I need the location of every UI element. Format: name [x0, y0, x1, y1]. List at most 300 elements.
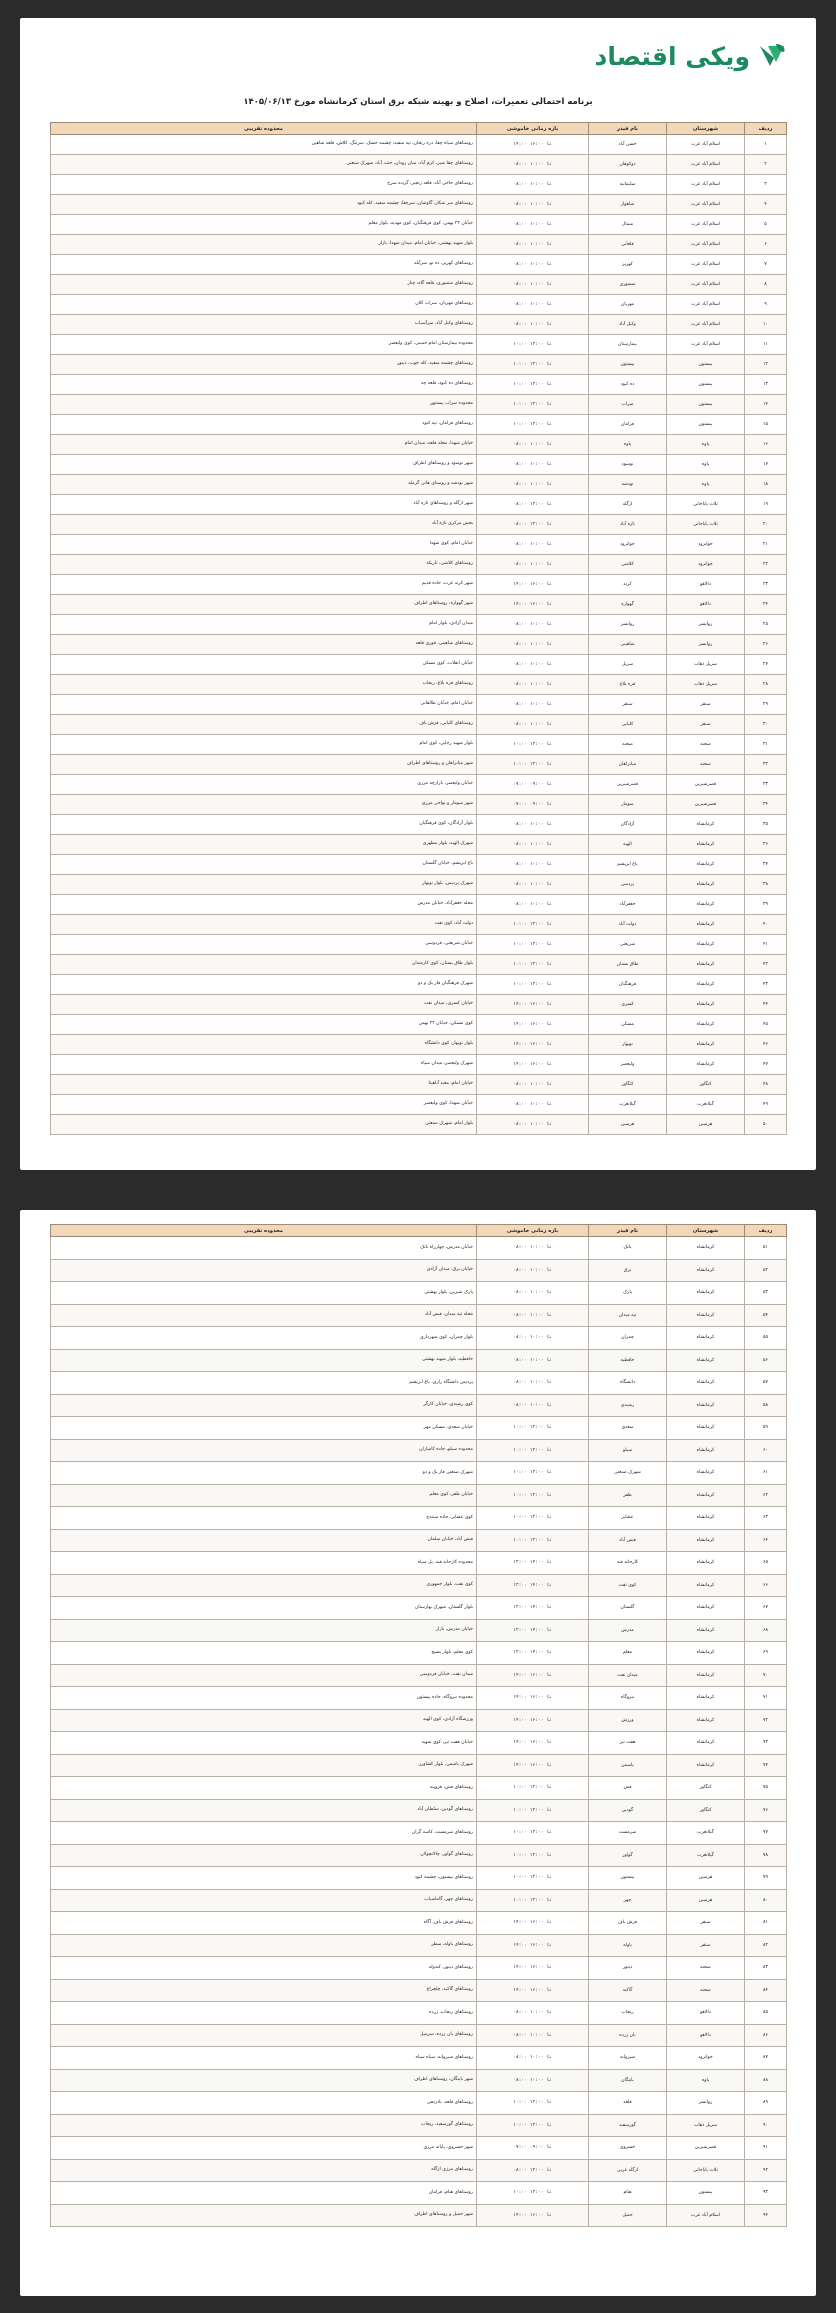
cell-time: ۰۸:۰۰ تا ۱۰:۰۰: [477, 1259, 589, 1282]
cell-time: ۱۴:۰۰ تا ۱۶:۰۰: [477, 1709, 589, 1732]
cell-area: روستاهای ده کبود، قلعه ‌چه: [51, 375, 477, 395]
cell-feeder: بان ‌زرده: [589, 2024, 667, 2047]
cell-row-number: ۷۴: [745, 1754, 787, 1777]
cell-time: ۰۸:۰۰ تا ۱۰:۰۰: [477, 295, 589, 315]
cell-area: روستاهای قره ‌بلاغ، ریجاب: [51, 675, 477, 695]
cell-city: صحنه: [667, 1957, 745, 1980]
cell-row-number: ۲۵: [745, 615, 787, 635]
cell-area: روستاهای بیستون، چشمه ‌کبود: [51, 1867, 477, 1890]
cell-area: شهرک الهیه، بلوار مطهری: [51, 835, 477, 855]
cell-city: صحنه: [667, 1979, 745, 2002]
table-row: [51, 235, 787, 255]
cell-area: خیابان انقلاب، کوی مسکن: [51, 655, 477, 675]
cell-city: جوانرود: [667, 535, 745, 555]
cell-feeder: کلاشی: [589, 555, 667, 575]
brand-logo: [595, 36, 788, 76]
cell-row-number: ۳۲: [745, 755, 787, 775]
cell-feeder: شاهینی: [589, 635, 667, 655]
cell-area: کوی عشایر، جاده ‌سنندج: [51, 1507, 477, 1530]
cell-feeder: پردیس: [589, 875, 667, 895]
cell-feeder: نوبهار: [589, 1035, 667, 1055]
cell-area: روستاهای بان ‌زرده، سرمیل: [51, 2024, 477, 2047]
cell-city: صحنه: [667, 735, 745, 755]
cell-area: شهر نودشه و روستای هانی ‌گرمله: [51, 475, 477, 495]
cell-time: ۱۴:۰۰ تا ۱۶:۰۰: [477, 1015, 589, 1035]
cell-row-number: ۷۱: [745, 1687, 787, 1710]
table-row: [51, 175, 787, 195]
cell-row-number: ۳۹: [745, 895, 787, 915]
header-city: شهرستان: [667, 123, 745, 135]
cell-row-number: ۸۰: [745, 1889, 787, 1912]
cell-row-number: ۶۵: [745, 1552, 787, 1575]
cell-feeder: فرش ‌باف: [589, 1912, 667, 1935]
table-row: [51, 1282, 787, 1305]
cell-area: خیابان ولیعصر، بازارچه مرزی: [51, 775, 477, 795]
cell-time: ۱۰:۰۰ تا ۱۲:۰۰: [477, 1889, 589, 1912]
cell-city: روانسر: [667, 2092, 745, 2115]
cell-area: خیابان هفت ‌تیر، کوی شهید: [51, 1732, 477, 1755]
cell-row-number: ۴۹: [745, 1095, 787, 1115]
cell-feeder: گواور: [589, 1844, 667, 1867]
cell-city: پاوه: [667, 435, 745, 455]
table-row: [51, 315, 787, 335]
cell-feeder: باینگان: [589, 2069, 667, 2092]
cell-city: کرمانشاه: [667, 1327, 745, 1350]
cell-time: ۱۲:۰۰ تا ۱۴:۰۰: [477, 1597, 589, 1620]
cell-time: ۰۸:۰۰ تا ۱۰:۰۰: [477, 1095, 589, 1115]
cell-time: ۰۸:۰۰ تا ۱۰:۰۰: [477, 1075, 589, 1095]
cell-city: بیستون: [667, 355, 745, 375]
table-row: [51, 1237, 787, 1260]
cell-city: اسلام آباد غرب: [667, 295, 745, 315]
cell-feeder: بیستون: [589, 355, 667, 375]
cell-feeder: سلیمانیه: [589, 175, 667, 195]
cell-city: کرمانشاه: [667, 1462, 745, 1485]
cell-feeder: خسروی: [589, 2137, 667, 2160]
cell-city: کرمانشاه: [667, 1035, 745, 1055]
cell-area: باغ ابریشم، خیابان گلستان: [51, 855, 477, 875]
cell-row-number: ۴۲: [745, 955, 787, 975]
cell-feeder: بانک: [589, 1237, 667, 1260]
cell-row-number: ۳۳: [745, 775, 787, 795]
cell-area: محدوده کارخانه قند، پل ‌سیاه: [51, 1552, 477, 1575]
cell-time: ۰۸:۰۰ تا ۱۰:۰۰: [477, 835, 589, 855]
cell-city: کرمانشاه: [667, 1597, 745, 1620]
cell-row-number: ۲۰: [745, 515, 787, 535]
table-row: [51, 1327, 787, 1350]
cell-row-number: ۳۱: [745, 735, 787, 755]
cell-city: اسلام آباد غرب: [667, 275, 745, 295]
cell-row-number: ۴۱: [745, 935, 787, 955]
cell-row-number: ۲۸: [745, 675, 787, 695]
cell-feeder: کارخانه قند: [589, 1552, 667, 1575]
cell-city: دالاهو: [667, 575, 745, 595]
cell-time: ۰۸:۰۰ تا ۱۰:۰۰: [477, 435, 589, 455]
cell-time: ۱۰:۰۰ تا ۱۲:۰۰: [477, 2092, 589, 2115]
cell-feeder: پاوه: [589, 435, 667, 455]
table-row: [51, 1349, 787, 1372]
cell-area: بخش مرکزی تازه ‌آباد: [51, 515, 477, 535]
cell-row-number: ۳۰: [745, 715, 787, 735]
table-row: [51, 1687, 787, 1710]
cell-feeder: آزادگان: [589, 815, 667, 835]
table-row: [51, 1889, 787, 1912]
cell-row-number: ۵۶: [745, 1349, 787, 1372]
table-row: [51, 1597, 787, 1620]
cell-feeder: کرند: [589, 575, 667, 595]
cell-time: ۱۰:۰۰ تا ۱۲:۰۰: [477, 1799, 589, 1822]
cell-feeder: طاق ‌بستان: [589, 955, 667, 975]
cell-row-number: ۸۹: [745, 2092, 787, 2115]
cell-city: کرمانشاه: [667, 1304, 745, 1327]
cell-row-number: ۴۰: [745, 915, 787, 935]
cell-feeder: روانسر: [589, 615, 667, 635]
cell-area: خیابان امام، معبد آناهیتا: [51, 1075, 477, 1095]
table-row: [51, 955, 787, 975]
cell-row-number: ۱۰: [745, 315, 787, 335]
cell-area: ورزشگاه آزادی، کوی الهیه: [51, 1709, 477, 1732]
cell-city: کرمانشاه: [667, 1709, 745, 1732]
cell-row-number: ۶۱: [745, 1462, 787, 1485]
cell-row-number: ۴۴: [745, 995, 787, 1015]
cell-time: ۰۸:۰۰ تا ۱۰:۰۰: [477, 675, 589, 695]
cell-row-number: ۶۶: [745, 1574, 787, 1597]
table-row: [51, 355, 787, 375]
table-row: [51, 775, 787, 795]
cell-time: ۱۰:۰۰ تا ۱۲:۰۰: [477, 1462, 589, 1485]
cell-row-number: ۴۵: [745, 1015, 787, 1035]
cell-area: شهر ازگله و روستاهای تازه ‌آباد: [51, 495, 477, 515]
cell-row-number: ۱۴: [745, 395, 787, 415]
cell-feeder: عشایر: [589, 1507, 667, 1530]
cell-time: ۰۸:۰۰ تا ۱۰:۰۰: [477, 895, 589, 915]
cell-time: ۱۰:۰۰ تا ۱۲:۰۰: [477, 975, 589, 995]
table-header-row: [51, 123, 787, 135]
cell-row-number: ۱: [745, 135, 787, 155]
cell-row-number: ۸۷: [745, 2047, 787, 2070]
cell-row-number: ۵۱: [745, 1237, 787, 1260]
cell-row-number: ۵۷: [745, 1372, 787, 1395]
cell-time: ۰۸:۰۰ تا ۱۲:۰۰: [477, 515, 589, 535]
cell-feeder: گورسفید: [589, 2114, 667, 2137]
table-row: [51, 1619, 787, 1642]
table-row: [51, 855, 787, 875]
cell-city: اسلام آباد غرب: [667, 195, 745, 215]
cell-area: شهر گهواره، روستاهای اطراف: [51, 595, 477, 615]
cell-row-number: ۹۳: [745, 2182, 787, 2205]
table-row: [51, 435, 787, 455]
cell-city: کرمانشاه: [667, 1349, 745, 1372]
cell-row-number: ۵۹: [745, 1417, 787, 1440]
table-row: [51, 1259, 787, 1282]
cell-feeder: ازگله: [589, 495, 667, 515]
cell-city: اسلام آباد غرب: [667, 235, 745, 255]
cell-city: کرمانشاه: [667, 1237, 745, 1260]
cell-feeder: کلیایی: [589, 715, 667, 735]
cell-city: پاوه: [667, 2069, 745, 2092]
cell-time: ۱۰:۰۰ تا ۱۲:۰۰: [477, 935, 589, 955]
cell-row-number: ۱۲: [745, 355, 787, 375]
cell-row-number: ۶۷: [745, 1597, 787, 1620]
cell-feeder: ریجاب: [589, 2002, 667, 2025]
table-row: [51, 815, 787, 835]
cell-area: روستاهای چهر، گاماسیاب: [51, 1889, 477, 1912]
cell-feeder: وکیل آباد: [589, 315, 667, 335]
cell-feeder: شیروانه: [589, 2047, 667, 2070]
cell-city: اسلام آباد غرب: [667, 2204, 745, 2227]
cell-row-number: ۲۲: [745, 555, 787, 575]
cell-time: ۰۸:۰۰ تا ۱۰:۰۰: [477, 1237, 589, 1260]
cell-feeder: مهربان: [589, 295, 667, 315]
cell-time: ۰۸:۰۰ تا ۱۰:۰۰: [477, 1115, 589, 1135]
cell-area: روستاهای کلیایی، فرش ‌باف: [51, 715, 477, 735]
cell-time: ۰۸:۰۰ تا ۱۰:۰۰: [477, 535, 589, 555]
table-row: [51, 475, 787, 495]
cell-city: کرمانشاه: [667, 1642, 745, 1665]
cell-city: ثلاث باباجانی: [667, 515, 745, 535]
cell-time: ۱۰:۰۰ تا ۱۲:۰۰: [477, 735, 589, 755]
table-row: [51, 795, 787, 815]
cell-time: ۱۰:۰۰ تا ۱۲:۰۰: [477, 1529, 589, 1552]
cell-time: ۱۴:۰۰ تا ۱۶:۰۰: [477, 135, 589, 155]
cell-time: ۱۴:۰۰ تا ۱۶:۰۰: [477, 1732, 589, 1755]
cell-city: دالاهو: [667, 595, 745, 615]
cell-area: خیابان مدرس، بازار: [51, 1619, 477, 1642]
cell-row-number: ۲۴: [745, 595, 787, 615]
cell-row-number: ۹۲: [745, 2159, 787, 2182]
table-row: [51, 2024, 787, 2047]
cell-row-number: ۲۷: [745, 655, 787, 675]
header-time: بازه زمانی خاموشی: [477, 1225, 589, 1237]
cell-row-number: ۹۰: [745, 2114, 787, 2137]
cell-area: روستاهای کلاشی، تاریکه: [51, 555, 477, 575]
cell-time: ۰۷:۰۰ تا ۰۹:۰۰: [477, 795, 589, 815]
cell-time: ۰۸:۰۰ تا ۱۰:۰۰: [477, 815, 589, 835]
cell-time: ۰۸:۰۰ تا ۱۰:۰۰: [477, 1304, 589, 1327]
cell-city: قصرشیرین: [667, 2137, 745, 2160]
cell-feeder: سعدی: [589, 1417, 667, 1440]
cell-feeder: مسکن: [589, 1015, 667, 1035]
header-area: محدوده تقریبی: [51, 123, 477, 135]
cell-area: خیابان ظفر، کوی معلم: [51, 1484, 477, 1507]
cell-city: کرمانشاه: [667, 1394, 745, 1417]
table-row: [51, 375, 787, 395]
cell-city: پاوه: [667, 455, 745, 475]
table-row: [51, 215, 787, 235]
cell-time: ۰۸:۰۰ تا ۱۰:۰۰: [477, 215, 589, 235]
cell-time: ۱۴:۰۰ تا ۱۶:۰۰: [477, 1957, 589, 1980]
cell-row-number: ۸۱: [745, 1912, 787, 1935]
cell-city: کرمانشاه: [667, 1529, 745, 1552]
cell-time: ۰۸:۰۰ تا ۱۰:۰۰: [477, 1394, 589, 1417]
cell-city: بیستون: [667, 375, 745, 395]
cell-city: دالاهو: [667, 2002, 745, 2025]
table-row: [51, 1732, 787, 1755]
table-row: [51, 2204, 787, 2227]
cell-feeder: صحنه: [589, 735, 667, 755]
cell-city: کرمانشاه: [667, 975, 745, 995]
cell-area: روستاهای شیروانه، سیاه ‌سیاه: [51, 2047, 477, 2070]
cell-city: کرمانشاه: [667, 1552, 745, 1575]
table-row: [51, 1844, 787, 1867]
cell-feeder: هرسین: [589, 1115, 667, 1135]
cell-time: ۱۰:۰۰ تا ۱۲:۰۰: [477, 395, 589, 415]
cell-row-number: ۲۱: [745, 535, 787, 555]
table-row: [51, 1912, 787, 1935]
cell-area: روستاهای گودین، سلطان ‌آباد: [51, 1799, 477, 1822]
cell-feeder: قره ‌بلاغ: [589, 675, 667, 695]
cell-feeder: حمیل: [589, 2204, 667, 2227]
cell-row-number: ۸۶: [745, 2024, 787, 2047]
table-row: [51, 755, 787, 775]
cell-row-number: ۵۴: [745, 1304, 787, 1327]
cell-feeder: فرامان: [589, 415, 667, 435]
cell-area: محله تپه ‌میدان، فیض ‌آباد: [51, 1304, 477, 1327]
cell-city: سنقر: [667, 1912, 745, 1935]
cell-city: کنگاور: [667, 1799, 745, 1822]
table-row: [51, 275, 787, 295]
cell-row-number: ۶۲: [745, 1484, 787, 1507]
cell-city: کرمانشاه: [667, 1015, 745, 1035]
cell-feeder: میدان ‌نفت: [589, 1664, 667, 1687]
cell-city: سرپل ذهاب: [667, 675, 745, 695]
cell-time: ۱۰:۰۰ تا ۱۲:۰۰: [477, 915, 589, 935]
table-row: [51, 575, 787, 595]
table-row: [51, 1574, 787, 1597]
cell-time: ۱۰:۰۰ تا ۱۲:۰۰: [477, 955, 589, 975]
cell-city: جوانرود: [667, 2047, 745, 2070]
header-feeder: نام فیدر: [589, 123, 667, 135]
cell-time: ۱۴:۰۰ تا ۱۶:۰۰: [477, 1979, 589, 2002]
cell-time: ۱۰:۰۰ تا ۱۲:۰۰: [477, 335, 589, 355]
leaf-logo-icon: [756, 40, 788, 72]
cell-area: شهرک ولیعصر، میدان سپاه: [51, 1055, 477, 1075]
cell-time: ۱۰:۰۰ تا ۱۲:۰۰: [477, 1777, 589, 1800]
cell-area: شهرک یاسمن، بلوار کشاورز: [51, 1754, 477, 1777]
cell-time: ۰۸:۰۰ تا ۱۰:۰۰: [477, 275, 589, 295]
cell-city: کرمانشاه: [667, 1507, 745, 1530]
cell-area: روستاهای شاهینی، قوری ‌قلعه: [51, 635, 477, 655]
cell-time: ۱۴:۰۰ تا ۱۶:۰۰: [477, 1687, 589, 1710]
table-row: [51, 835, 787, 855]
cell-area: حافظیه، بلوار شهید بهشتی: [51, 1349, 477, 1372]
cell-row-number: ۸۲: [745, 1934, 787, 1957]
cell-time: ۰۸:۰۰ تا ۱۰:۰۰: [477, 455, 589, 475]
cell-area: محله جعفرآباد، خیابان مدرس: [51, 895, 477, 915]
cell-area: شهر باینگان، روستاهای اطراف: [51, 2069, 477, 2092]
cell-area: روستاهای کهریز، ده‌ نو، سرآبله: [51, 255, 477, 275]
cell-area: خیابان امام، خیابان طالقانی: [51, 695, 477, 715]
cell-area: بلوار نوبهار، کوی دانشگاه: [51, 1035, 477, 1055]
cell-time: ۱۴:۰۰ تا ۱۶:۰۰: [477, 1912, 589, 1935]
cell-row-number: ۴۸: [745, 1075, 787, 1095]
cell-city: قصرشیرین: [667, 795, 745, 815]
cell-city: اسلام آباد غرب: [667, 315, 745, 335]
cell-city: کرمانشاه: [667, 895, 745, 915]
cell-time: ۱۰:۰۰ تا ۱۲:۰۰: [477, 1439, 589, 1462]
cell-row-number: ۷: [745, 255, 787, 275]
cell-time: ۰۸:۰۰ تا ۱۰:۰۰: [477, 475, 589, 495]
cell-city: سنقر: [667, 695, 745, 715]
cell-area: روستاهای دینور، کندوله: [51, 1957, 477, 1980]
cell-feeder: ازگله غربی: [589, 2159, 667, 2182]
cell-area: شهر خسروی، پایانه مرزی: [51, 2137, 477, 2160]
table-row: [51, 555, 787, 575]
cell-time: ۰۸:۰۰ تا ۱۰:۰۰: [477, 175, 589, 195]
cell-area: روستاهای چقا شیر، کرم‌ آباد، میان‌ رودان، جنت آباد، شهرک صنعتی: [51, 155, 477, 175]
cell-row-number: ۷۸: [745, 1844, 787, 1867]
cell-feeder: دانشگاه: [589, 1372, 667, 1395]
cell-row-number: ۷۶: [745, 1799, 787, 1822]
table-row: [51, 915, 787, 935]
cell-city: کرمانشاه: [667, 1687, 745, 1710]
cell-feeder: شاهوار: [589, 195, 667, 215]
cell-time: ۰۸:۰۰ تا ۱۰:۰۰: [477, 2047, 589, 2070]
cell-area: شهر سومار و نواحی مرزی: [51, 795, 477, 815]
cell-row-number: ۷۲: [745, 1709, 787, 1732]
cell-area: روستاهای فش، قزوینه: [51, 1777, 477, 1800]
cell-time: ۰۸:۰۰ تا ۱۰:۰۰: [477, 1349, 589, 1372]
cell-feeder: فرهنگیان: [589, 975, 667, 995]
cell-feeder: باوله: [589, 1934, 667, 1957]
table-row: [51, 1867, 787, 1890]
cell-area: بلوار چمران، کوی شهرداری: [51, 1327, 477, 1350]
cell-city: کرمانشاه: [667, 1055, 745, 1075]
table-row: [51, 335, 787, 355]
table-row: [51, 2002, 787, 2025]
table-row: [51, 455, 787, 475]
cell-feeder: نوسود: [589, 455, 667, 475]
cell-city: اسلام آباد غرب: [667, 135, 745, 155]
cell-area: کوی معلم، بلوار بسیج: [51, 1642, 477, 1665]
table-row: [51, 2069, 787, 2092]
cell-area: روستاهای مهربان، سراب کلان: [51, 295, 477, 315]
cell-area: خیابان برق، میدان آزادی: [51, 1259, 477, 1282]
cell-feeder: میانراهان: [589, 755, 667, 775]
cell-row-number: ۶۳: [745, 1507, 787, 1530]
cell-area: کوی نفت، بلوار جمهوری: [51, 1574, 477, 1597]
cell-row-number: ۵: [745, 215, 787, 235]
cell-area: میدان آزادی، بلوار امام: [51, 615, 477, 635]
cell-row-number: ۶: [745, 235, 787, 255]
cell-feeder: شریعتی: [589, 935, 667, 955]
cell-feeder: هنام: [589, 2182, 667, 2205]
table-row: [51, 975, 787, 995]
cell-city: کرمانشاه: [667, 1282, 745, 1305]
cell-feeder: کوی ‌نفت: [589, 1574, 667, 1597]
cell-time: ۰۸:۰۰ تا ۱۰:۰۰: [477, 2069, 589, 2092]
cell-row-number: ۸۵: [745, 2002, 787, 2025]
cell-area: محدوده سیلو، جاده ‌کامیاران: [51, 1439, 477, 1462]
table-row: [51, 195, 787, 215]
table-row: [51, 1709, 787, 1732]
cell-row-number: ۸۳: [745, 1957, 787, 1980]
cell-feeder: منصوری: [589, 275, 667, 295]
cell-row-number: ۲۶: [745, 635, 787, 655]
cell-time: ۱۴:۰۰ تا ۱۶:۰۰: [477, 575, 589, 595]
cell-feeder: سراب: [589, 395, 667, 415]
cell-feeder: ظفر: [589, 1484, 667, 1507]
cell-time: ۰۷:۰۰ تا ۰۹:۰۰: [477, 775, 589, 795]
cell-city: کرمانشاه: [667, 1372, 745, 1395]
table-row: [51, 2114, 787, 2137]
cell-feeder: فیض ‌آباد: [589, 1529, 667, 1552]
cell-time: ۱۴:۰۰ تا ۱۶:۰۰: [477, 1664, 589, 1687]
cell-row-number: ۷۵: [745, 1777, 787, 1800]
cell-row-number: ۵۸: [745, 1394, 787, 1417]
cell-area: خیابان مدرس، چهارراه بانک: [51, 1237, 477, 1260]
cell-city: کنگاور: [667, 1075, 745, 1095]
